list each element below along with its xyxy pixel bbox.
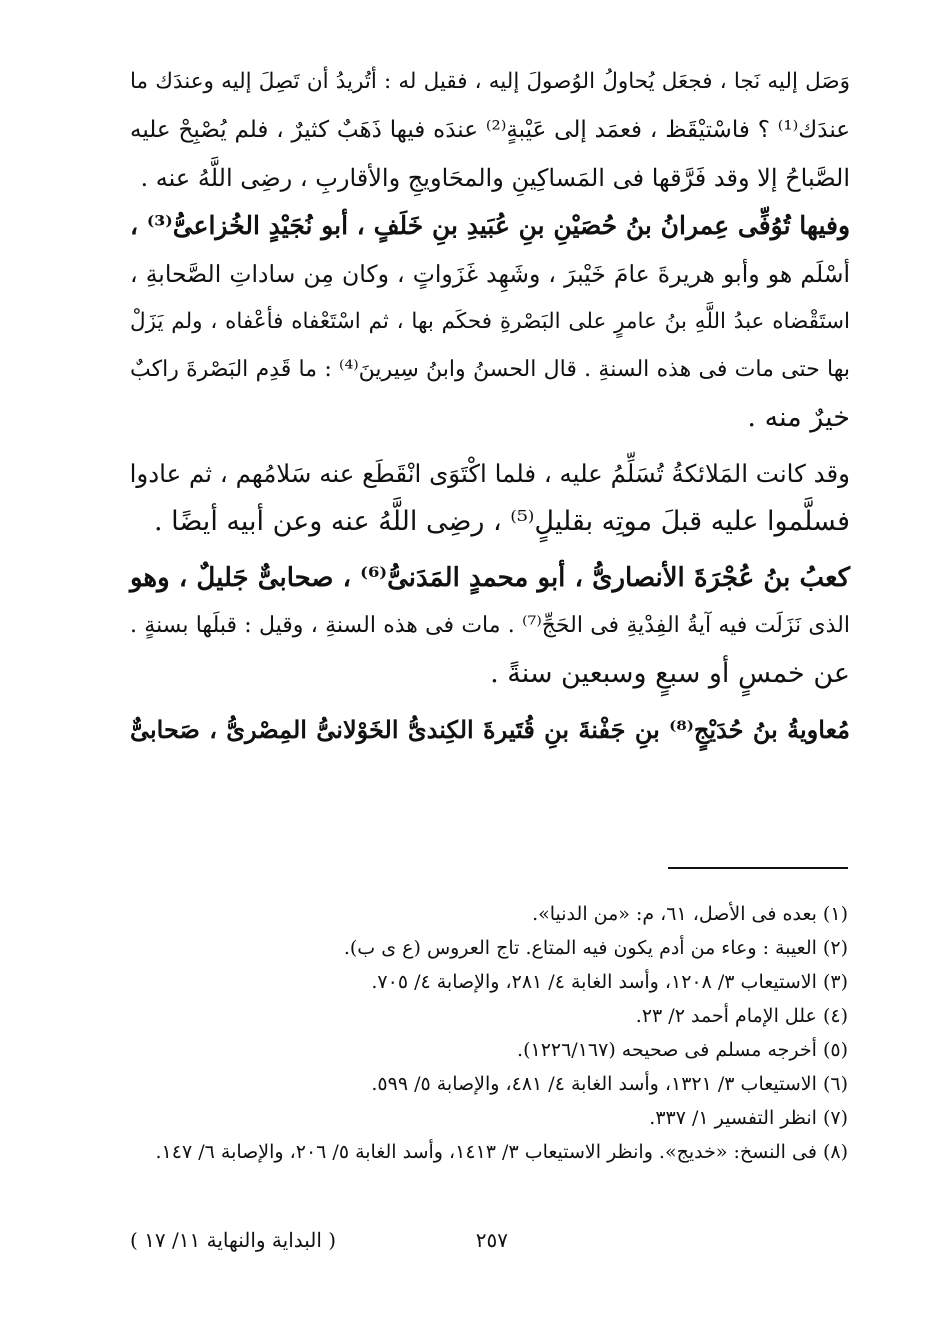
- text-line: وَصَل إليه نَجا ، فجعَل يُحاولُ الوُصولَ إليه ، فقيل له : أتُريدُ أن تَصِلَ إليه وعندَك ما: [130, 69, 850, 94]
- footnote: (٧) انظر التفسير ١/ ٣٣٧.: [649, 1107, 848, 1129]
- text-line: خيرٌ منه .: [747, 402, 850, 433]
- text-line: أسْلَم هو وأبو هريرةَ عامَ خَيْبرَ ، وشَهِد غَزَواتٍ ، وكان مِن ساداتِ الصَّحابةِ ،: [130, 260, 850, 288]
- footnote: (٥) أخرجه مسلم فى صحيحه (١٢٢٦/١٦٧).: [517, 1039, 848, 1061]
- footnote: (٢) العيبة : وعاء من أدم يكون فيه المتاع. تاج العروس (ع ى ب).: [343, 937, 848, 959]
- text-line: مُعاويةُ بنُ حُدَيْجٍ⁽⁸⁾ بنِ جَفْنةَ بنِ قُتَيرةَ الكِندىُّ الخَوْلانىُّ المِصْرىُّ ، صَحابىٌّ: [130, 715, 851, 744]
- footnote: (١) بعده فى الأصل، ٦١، م: «من الدنيا».: [532, 903, 848, 925]
- text-line: وقد كانت المَلائكةُ تُسَلِّمُ عليه ، فلما اكْتَوَى انْقَطَع عنه سَلامُهم ، ثم عادوا: [129, 459, 850, 488]
- main-text: [130, 58, 850, 754]
- footnote: (٤) علل الإمام أحمد ٢/ ٢٣.: [635, 1005, 848, 1027]
- text-line: الصَّباحُ إلا وقد فَرَّقها فى المَساكِينِ والمحَاويجِ والأقاربِ ، رضِى اللَّهُ عنه .: [140, 164, 850, 192]
- footnote: (٨) فى النسخ: «خديج». وانظر الاستيعاب ٣/ ١٤١٣، وأسد الغابة ٥/ ٢٠٦، والإصابة ٦/ ١٤٧.: [155, 1141, 848, 1163]
- footnote: (٦) الاستيعاب ٣/ ١٣٢١، وأسد الغابة ٤/ ٤٨١، والإصابة ٥/ ٥٩٩.: [371, 1073, 848, 1095]
- text-line: وفيها تُوُفِّى عِمرانُ بنُ حُصَيْنِ بنِ عُبَيدِ بنِ خَلَفٍ ، أبو نُجَيْدٍ الخُزاعىُّ⁽³⁾ ،: [130, 211, 851, 240]
- text-line: عن خمسٍ أو سبعٍ وسبعين سنةً .: [490, 658, 850, 689]
- book-reference: ( البداية والنهاية ١١/ ١٧ ): [130, 1228, 337, 1252]
- text-line: الذى نَزَلَت فيه آيةُ الفِدْيةِ فى الحَجِّ⁽⁷⁾ . مات فى هذه السنةِ ، وقيل : قبلَها بسنةٍ .: [130, 613, 850, 638]
- text-line: بها حتى مات فى هذه السنةِ . قال الحسنُ وابنُ سِيرينَ⁽⁴⁾ : ما قَدِم البَصْرةَ راكبٌ: [130, 357, 850, 382]
- text-line: عندَك⁽¹⁾ ؟ فاسْتيْقَظ ، فعمَد إلى عَيْبةٍ⁽²⁾ عندَه فيها ذَهَبٌ كثيرٌ ، فلم يُصْبِحْ عليه: [130, 117, 850, 143]
- text-line: استَقْضاه عبدُ اللَّهِ بنُ عامرٍ على البَصْرةِ فحكَم بها ، ثم اسْتَعْفاه فأعْفاه ، ولم يَزَلْ: [130, 309, 850, 334]
- text-line: كعبُ بنُ عُجْرَةَ الأنصارىُّ ، أبو محمدٍ المَدَنىُّ⁽⁶⁾ ، صحابىٌّ جَليلٌ ، وهو: [130, 563, 851, 593]
- footnote: (٣) الاستيعاب ٣/ ١٢٠٨، وأسد الغابة ٤/ ٢٨١، والإصابة ٤/ ٧٠٥.: [371, 971, 848, 993]
- page-number: ٢٥٧: [475, 1228, 508, 1252]
- footnote-divider: [668, 867, 848, 869]
- footnotes: [130, 897, 848, 1169]
- page-footer: [130, 1228, 848, 1258]
- text-line: فسلَّموا عليه قبلَ موتِه بقليلٍ⁽⁵⁾ ، رضِى اللَّهُ عنه وعن أبيه أيضًا .: [154, 506, 850, 537]
